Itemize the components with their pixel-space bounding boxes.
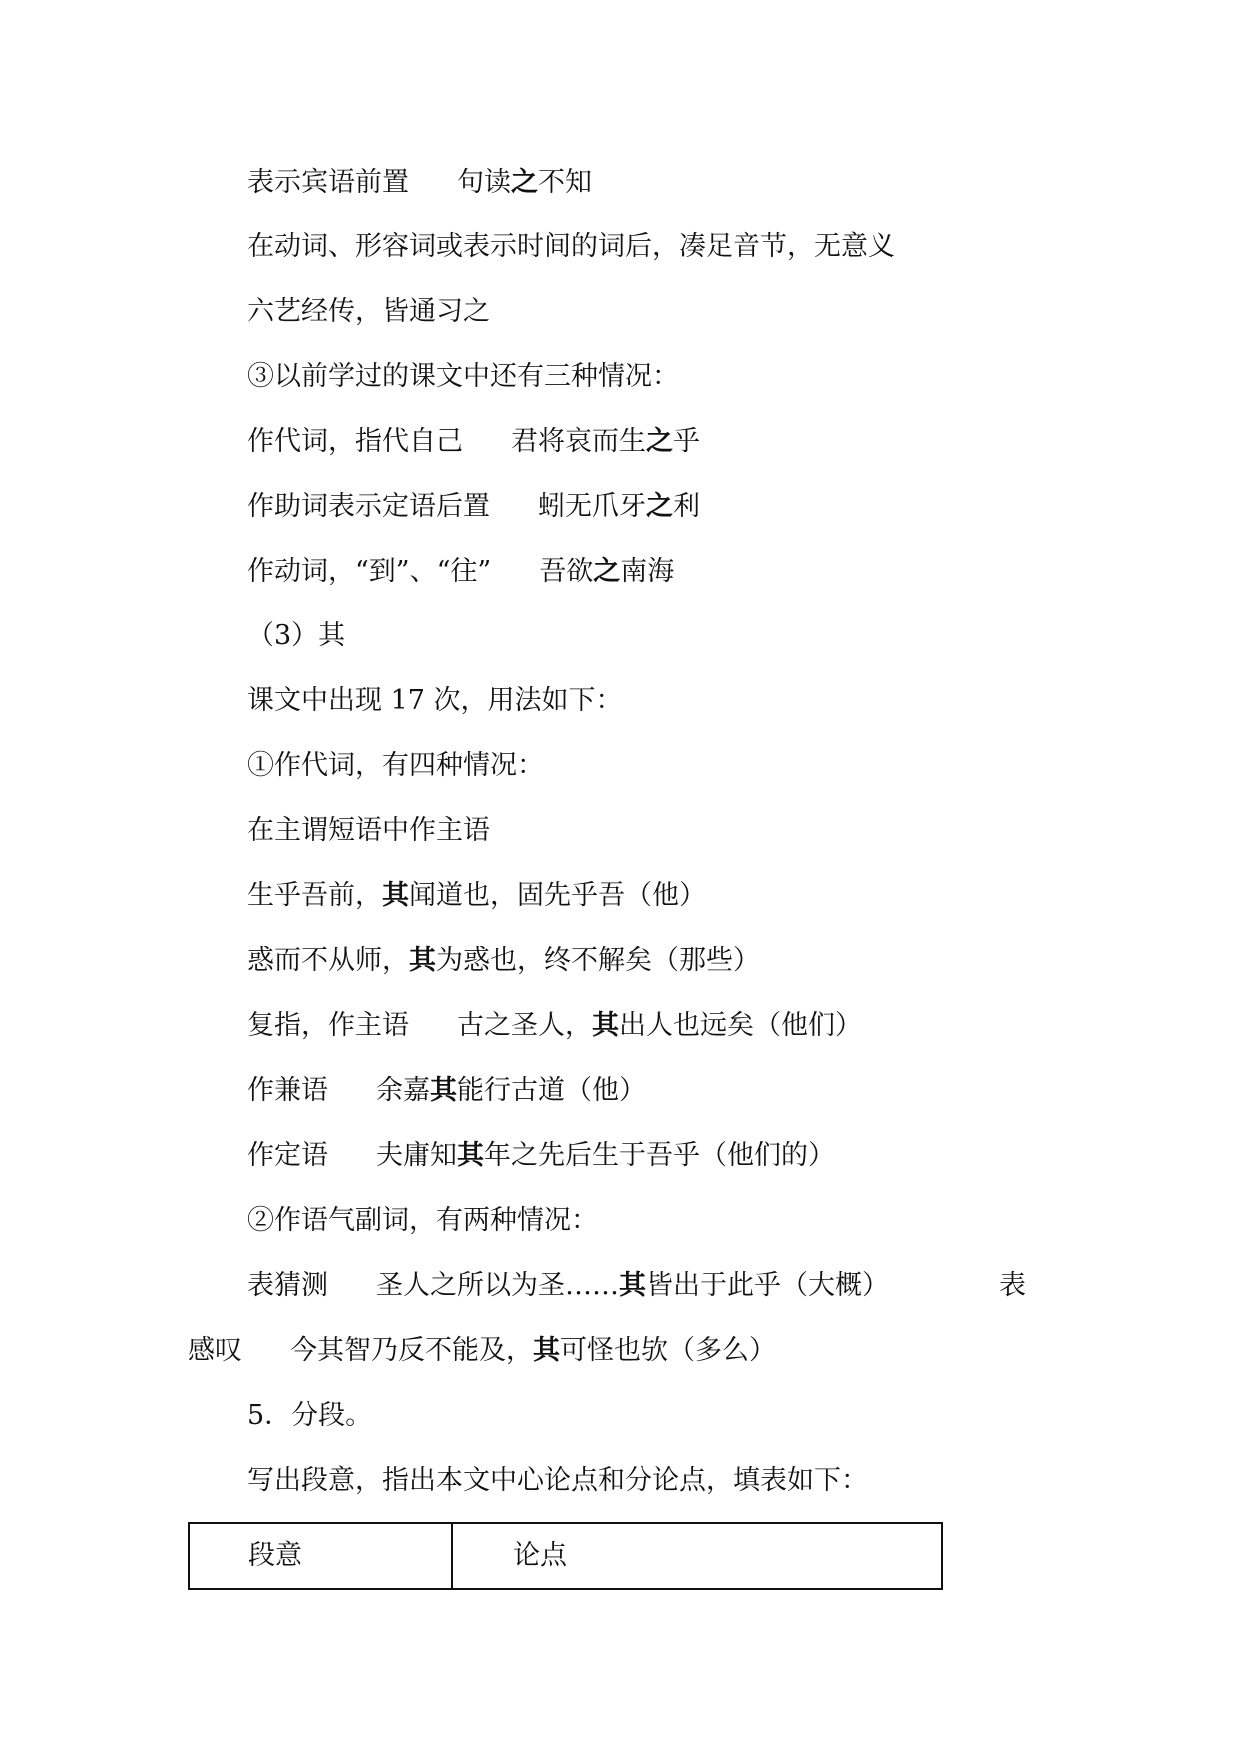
text-line-14	[247, 1006, 862, 1046]
line-7-label: 作动词，“到”、“往”	[247, 556, 492, 587]
text-line-12	[247, 876, 706, 916]
line-12-keyword: 其	[382, 880, 409, 911]
line-15-label: 作兼语	[247, 1075, 328, 1106]
line-7-example-start: 吾欲	[539, 556, 594, 587]
line-1-example-start: 句读	[457, 167, 511, 198]
text-line-11: 在主谓短语中作主语	[247, 815, 490, 846]
line-18-keyword: 其	[619, 1270, 646, 1301]
text-line-19	[188, 1331, 776, 1371]
text-line-9: 课文中出现 17 次，用法如下：	[247, 685, 623, 716]
table-header-paragraph-meaning: 段意	[190, 1524, 453, 1588]
line-5-keyword: 之	[646, 426, 673, 457]
line-18-tail: 表	[999, 1270, 1026, 1301]
text-line-7	[247, 552, 674, 592]
line-18-label: 表猜测	[247, 1270, 328, 1301]
line-13-start: 惑而不从师，	[247, 945, 409, 976]
line-18-example-end: 皆出于此乎（大概）	[646, 1270, 889, 1301]
text-line-16	[247, 1136, 835, 1176]
line-7-example-end: 南海	[620, 556, 675, 587]
text-line-3: 六艺经传，皆通习之	[247, 296, 490, 327]
text-line-6	[247, 487, 700, 527]
summary-table	[188, 1522, 943, 1590]
line-6-keyword: 之	[646, 491, 673, 522]
text-line-10: ①作代词，有四种情况：	[247, 750, 544, 781]
text-line-21: 写出段意，指出本文中心论点和分论点，填表如下：	[247, 1465, 868, 1496]
line-18-example-start: 圣人之所以为圣……	[376, 1270, 619, 1301]
line-1-keyword: 之	[511, 167, 538, 198]
line-6-example-end: 利	[673, 491, 700, 522]
text-line-18	[247, 1266, 1026, 1306]
line-16-keyword: 其	[457, 1140, 484, 1171]
text-line-5	[247, 422, 700, 462]
text-line-13	[247, 941, 760, 981]
line-19-label: 感叹	[188, 1335, 242, 1366]
line-13-end: 为惑也，终不解矣（那些）	[436, 945, 760, 976]
line-5-label: 作代词，指代自己	[247, 426, 463, 457]
line-13-keyword: 其	[409, 945, 436, 976]
line-19-example-end: 可怪也欤（多么）	[560, 1335, 776, 1366]
line-12-start: 生乎吾前，	[247, 880, 382, 911]
line-1-example-end: 不知	[538, 167, 592, 198]
line-5-example-start: 君将哀而生	[511, 426, 646, 457]
line-16-label: 作定语	[247, 1140, 328, 1171]
line-14-keyword: 其	[592, 1010, 619, 1041]
line-1-label: 表示宾语前置	[247, 167, 409, 198]
line-6-example-start: 蚓无爪牙	[538, 491, 646, 522]
text-line-2: 在动词、形容词或表示时间的词后，凑足音节，无意义	[247, 231, 895, 262]
line-6-label: 作助词表示定语后置	[247, 491, 490, 522]
line-12-end: 闻道也，固先乎吾（他）	[409, 880, 706, 911]
line-19-example-start: 今其智乃反不能及，	[290, 1335, 533, 1366]
text-line-1	[247, 163, 592, 203]
table-header-argument: 论点	[513, 1540, 567, 1571]
line-7-keyword: 之	[593, 556, 621, 587]
line-15-example-end: 能行古道（他）	[457, 1075, 646, 1106]
line-5-example-end: 乎	[673, 426, 700, 457]
line-16-example-end: 年之先后生于吾乎（他们的）	[484, 1140, 835, 1171]
text-line-15	[247, 1071, 646, 1111]
text-line-17: ②作语气副词，有两种情况：	[247, 1205, 598, 1236]
text-line-4: ③以前学过的课文中还有三种情况：	[247, 361, 679, 392]
line-15-example-start: 余嘉	[376, 1075, 430, 1106]
line-16-example-start: 夫庸知	[376, 1140, 457, 1171]
text-line-8: （3）其	[247, 620, 346, 651]
line-15-keyword: 其	[430, 1075, 457, 1106]
line-14-example-start: 古之圣人，	[457, 1010, 592, 1041]
line-14-example-end: 出人也远矣（他们）	[619, 1010, 862, 1041]
line-19-keyword: 其	[533, 1335, 560, 1366]
text-line-20: 5．分段。	[247, 1400, 373, 1431]
line-14-label: 复指，作主语	[247, 1010, 409, 1041]
